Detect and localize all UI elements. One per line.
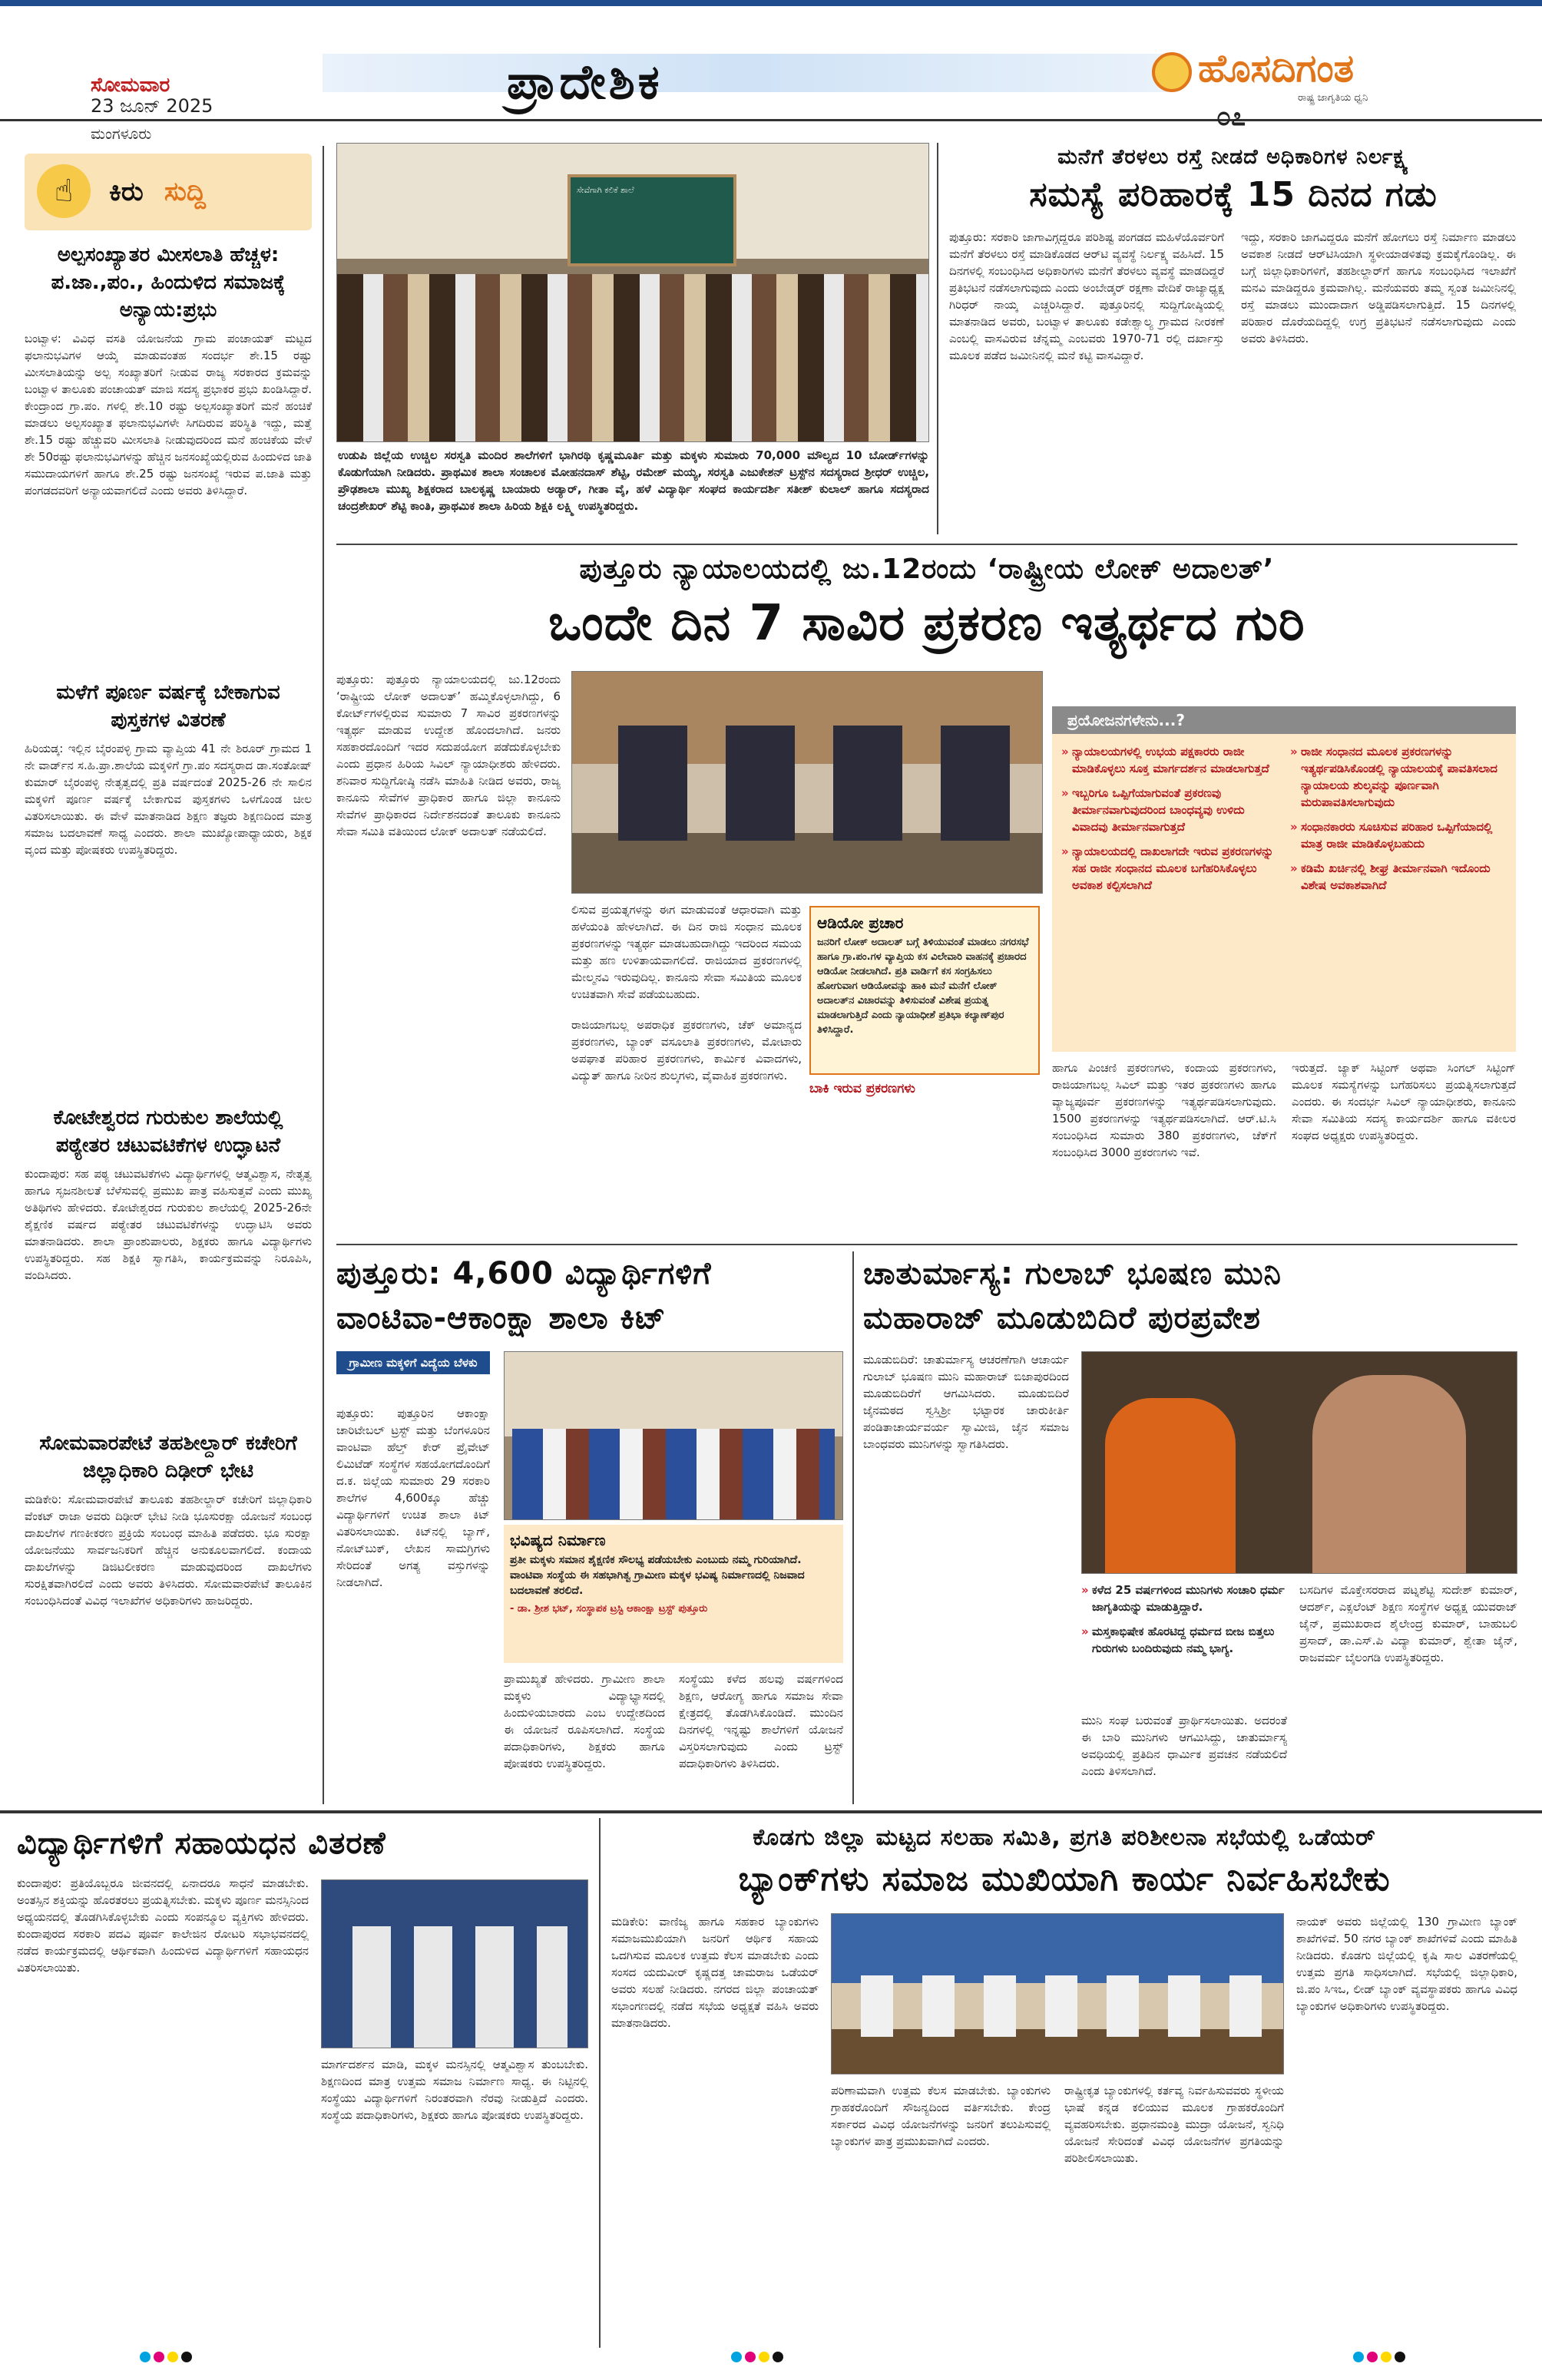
stage-backdrop: [505, 1352, 842, 1436]
section-rule: [336, 1244, 1517, 1245]
benefits-left-list: [1061, 743, 1280, 901]
magenta-dot: [745, 2352, 756, 2362]
cyan-dot: [731, 2352, 742, 2362]
blackboard-writing: ಸೇವೆಗಾಗಿ ಕಲಿಕೆ ಶಾಲೆ: [577, 185, 634, 195]
students-crowd: [337, 274, 929, 442]
press-table: [572, 833, 1043, 894]
registration-marks-right: [1352, 2351, 1407, 2365]
chaturmasya-col-2: ಮುನಿ ಸಂಘ ಬರುವಂತೆ ಪ್ರಾರ್ಥಿಸಲಾಯಿತು. ಅದರಂತೆ ಈ ಬಾರಿ ಮುನಿಗಳು ಆಗಮಿಸಿದ್ದು, ಚಾತುರ್ಮಾಸ್ಯ ಅವಧಿಯಲ್ಲಿ ಪ್ರತಿದಿನ ಧಾರ್ಮಿಕ ಪ್ರವಚನ ನಡೆಯಲಿದೆ ಎಂದು ತಿಳಿಸಲಾಗಿದೆ.: [1081, 1714, 1287, 1778]
benefit-item: » ನ್ಯಾಯಾಲಯದಲ್ಲಿ ದಾಖಲಾಗದೇ ಇರುವ ಪ್ರಕರಣಗಳನ್ನು ಸಹ ರಾಜೀ ಸಂಧಾನದ ಮೂಲಕ ಬಗೆಹರಿಸಿಕೊಳ್ಳಲು ಅವಕಾಶ ಕಲ್ಪಿಸಲಾಗಿದೆ: [1061, 843, 1280, 894]
section-title: ಪ್ರಾದೇಶಿಕ: [507, 54, 663, 110]
paper-logo: [1152, 46, 1459, 132]
muni-seated: [1312, 1375, 1466, 1574]
kodagu-story: [611, 1821, 1517, 2343]
chaturmasya-col-3: ಬಸದಿಗಳ ಮೊಕ್ತೇಸರರಾದ ಪಟ್ನಶೆಟ್ಟಿ ಸುದೇಶ್ ಕುಮಾರ್, ಆದರ್ಶ್, ಎಕ್ಸಲೆಂಟ್ ಶಿಕ್ಷಣ ಸಂಸ್ಥೆಗಳ ಅಧ್ಯಕ್ಷ ಯುವರಾಜ್ ಜೈನ್, ಪ್ರಮುಖರಾದ ಶೈಲೇಂದ್ರ ಕುಮಾರ್, ಬಾಹುಬಲಿ ಪ್ರಸಾದ್, ಡಾ.ಎಸ್.ಪಿ ವಿದ್ಯಾ ಕುಮಾರ್, ಶ್ವೇತಾ ಜೈನ್, ರಾಜವರ್ಮ ಬೈಲಂಗಡಿ ಉಪಸ್ಥಿತರಿದ್ದರು.: [1299, 1583, 1517, 1664]
lok-adalat-col-5: ಇರುತ್ತದೆ. ಜ್ಯಾಕ್ ಸಿಟ್ಟಿಂಗ್ ಅಥವಾ ಸಿಂಗಲ್ ಸಿಟ್ಟಿಂಗ್ ಮೂಲಕ ಸಮಸ್ಯೆಗಳನ್ನು ಬಗೆಹರಿಸಲು ಪ್ರಯತ್ನಿಸಲಾಗುತ್ತದೆ ಎಂದರು. ಈ ಸಂದರ್ಭ ಸಿವಿಲ್ ನ್ಯಾಯಾಧೀಶರು, ಕಾನೂನು ಸೇವಾ ಸಮಿತಿಯ ಸದಸ್ಯ ಕಾರ್ಯದರ್ಶಿ ಹಾಗೂ ವಕೀಲರ ಸಂಘದ ಅಧ್ಯಕ್ಷರು ಉಪಸ್ಥಿತರಿದ್ದರು.: [1292, 1061, 1516, 1142]
benefits-title: ಪ್ರಯೋಜನಗಳೇನು...?: [1052, 706, 1516, 734]
page-number: ೦೭: [1216, 101, 1246, 132]
scholarship-body: ಕುಂದಾಪುರ: ಪ್ರತಿಯೊಬ್ಬರೂ ಜೀವನದಲ್ಲಿ ಏನಾದರೂ ಸಾಧನೆ ಮಾಡಬೇಕು. ಅಂತಸ್ಸಿನ ಶಕ್ತಿಯನ್ನು ಹೊರತರಲು ಪ್ರಯತ್ನಿಸಬೇಕು. ಮಕ್ಕಳು ಪೂರ್ಣ ಮನಸ್ಸಿನಿಂದ ಅಧ್ಯಯನದಲ್ಲಿ ತೊಡಗಿಸಿಕೊಳ್ಳಬೇಕು ಎಂದು ಸಂಪನ್ಮೂಲ ವ್ಯಕ್ತಿಗಳು ಹೇಳಿದರು. ಕುಂದಾಪುರದ ಸರಕಾರಿ ಪದವಿ ಪೂರ್ವ ಕಾಲೇಜಿನ ರೋಟರಿ ಸಭಾಭವನದಲ್ಲಿ ನಡೆದ ಕಾರ್ಯಕ್ರಮದಲ್ಲಿ ಆರ್ಥಿಕವಾಗಿ ಹಿಂದುಳಿದ ವಿದ್ಯಾರ್ಥಿಗಳಿಗೆ ಸಹಾಯಧನ ವಿತರಿಸಲಾಯಿತು.: [17, 1876, 309, 1975]
bottom-rule: [599, 1818, 601, 2348]
monk-orange-robe: [1105, 1398, 1236, 1574]
kirusuddi-body: ಮಡಿಕೇರಿ: ಸೋಮವಾರಪೇಟೆ ತಾಲೂಕು ತಹಶೀಲ್ದಾರ್ ಕಚೇರಿಗೆ ಜಿಲ್ಲಾಧಿಕಾರಿ ವೆಂಕಟ್ ರಾಜಾ ಅವರು ದಿಢೀರ್ ಭೇಟಿ ನೀಡಿ ಭೂಸುರಕ್ಷಾ ಯೋಜನೆ ಸಂಬಂಧ ದಾಖಲೆಗಳ ಗಣಕೀಕರಣ ಪ್ರಕ್ರಿಯೆ ಸಂಬಂಧ ಮಾಹಿತಿ ಪಡೆದರು. ಭೂ ಸುರಕ್ಷಾ ಯೋಜನೆಯು ಸಾರ್ವಜನಿಕರಿಗೆ ಹೆಚ್ಚಿನ ಅನುಕೂಲವಾಗಲಿದೆ. ಕಂದಾಯ ದಾಖಲೆಗಳನ್ನು ಡಿಜಿಟಲೀಕರಣ ಮಾಡುವುದರಿಂದ ದಾಖಲೆಗಳು ಸುರಕ್ಷಿತವಾಗಿರಲಿದೆ ಎಂದು ಅವರು ತಿಳಿಸಿದರು. ಸೋಮವಾರಪೇಟೆ ತಾಲೂಕಿನ ಸಂಬಂಧಿಸಿದಂತೆ ವಿವಿಧ ಇಲಾಖೆಗಳ ಅಧಿಕಾರಿಗಳು ಹಾಜರಿದ್ದರು.: [25, 1492, 312, 1608]
road-story-col-2: ಇದ್ದು, ಸರಕಾರಿ ಜಾಗವಿದ್ದರೂ ಮನೆಗೆ ಹೋಗಲು ರಸ್ತೆ ನಿರ್ಮಾಣ ಮಾಡಲು ಅವಕಾಶ ನೀಡದೆ ಆರ್‌ಟಿಸಿಯಾಗಿ ಸ್ಥಳೀಯಾಡಳಿತವು ಕ್ರಮಕೈಗೊಂಡಿಲ್ಲ. ಈ ಬಗ್ಗೆ ಜಿಲ್ಲಾಧಿಕಾರಿಗಳಿಗೆ, ತಹಶೀಲ್ದಾರ್‌ಗೆ ಹಾಗೂ ಸಂಬಂಧಿಸಿದ ಇಲಾಖೆಗೆ ಮನವಿ ಮಾಡಿದ್ದರೂ ಕ್ರಮವಾಗಿಲ್ಲ. ಮನೆಯವರು ತಮ್ಮ ಸ್ವಂತ ಜಮೀನಿನಲ್ಲಿ ರಸ್ತೆ ಮಾಡಲು ಮುಂದಾದಾಗ ಅಡ್ಡಿಪಡಿಸಲಾಗುತ್ತಿದೆ. 15 ದಿನಗಳಲ್ಲಿ ಪರಿಹಾರ ದೊರೆಯದಿದ್ದಲ್ಲಿ ಉಗ್ರ ಪ್ರತಿಭಟನೆ ನಡೆಸಲಾಗುವುದು ಎಂದು ಅವರು ತಿಳಿಸಿದರು.: [1241, 230, 1516, 345]
scholarship-headline: ವಿದ್ಯಾರ್ಥಿಗಳಿಗೆ ಸಹಾಯಧನ ವಿತರಣೆ: [17, 1826, 386, 1861]
masthead: [0, 0, 1542, 146]
kodagu-meeting-photo: [831, 1913, 1284, 2074]
kirusuddi-item: [25, 1104, 312, 1419]
logo-emblem-icon: [1152, 52, 1192, 92]
yellow-dot: [759, 2352, 769, 2362]
quote-author: - ಡಾ. ಶ್ರೀಶ ಭಟ್, ಸಂಸ್ಥಾಪಕ ಟ್ರಸ್ಟಿ ಆಕಾಂಕ್ಷಾ ಟ್ರಸ್ಟ್ ಪುತ್ತೂರು: [510, 1603, 708, 1615]
lok-adalat-col-1: ಪುತ್ತೂರು: ಪುತ್ತೂರು ನ್ಯಾಯಾಲಯದಲ್ಲಿ ಜು.12ರಂದು ‘ರಾಷ್ಟ್ರೀಯ ಲೋಕ್ ಅದಾಲತ್’ ಹಮ್ಮಿಕೊಳ್ಳಲಾಗಿದ್ದು, 6 ಕೋರ್ಟ್‌ಗಳಲ್ಲಿರುವ ಸುಮಾರು 7 ಸಾವಿರ ಪ್ರಕರಣಗಳನ್ನು ಇತ್ಯರ್ಥ ಮಾಡುವ ಉದ್ದೇಶ ಹೊಂದಲಾಗಿದೆ. ಜನರು ಸಹಕಾರದೊಂದಿಗೆ ಇದರ ಸದುಪಯೋಗ ಪಡೆದುಕೊಳ್ಳಬೇಕು ಎಂದು ಪ್ರಧಾನ ಹಿರಿಯ ಸಿವಿಲ್ ನ್ಯಾಯಾಧೀಶರು ಹೇಳಿದರು. ಶನಿವಾರ ಸುದ್ದಿಗೋಷ್ಠಿ ನಡೆಸಿ ಮಾಹಿತಿ ನೀಡಿದ ಅವರು, ರಾಜ್ಯ ಕಾನೂನು ಸೇವೆಗಳ ಪ್ರಾಧಿಕಾರ ಹಾಗೂ ಜಿಲ್ಲಾ ಕಾನೂನು ಸೇವೆಗಳ ಪ್ರಾಧಿಕಾರದ ನಿರ್ದೇಶನದಂತೆ ತಾಲೂಕು ಕಾನೂನು ಸೇವಾ ಸಮಿತಿ ವತಿಯಿಂದ ಲೋಕ್ ಅದಾಲತ್ ನಡೆಯಲಿದೆ.: [336, 673, 561, 838]
section-rule: [336, 544, 1517, 545]
school-kit-col-2: ಪ್ರಾಮುಖ್ಯತೆ ಹೇಳಿದರು. ಗ್ರಾಮೀಣ ಶಾಲಾ ಮಕ್ಕಳು ವಿದ್ಯಾಭ್ಯಾಸದಲ್ಲಿ ಹಿಂದುಳಿಯಬಾರದು ಎಂಬ ಉದ್ದೇಶದಿಂದ ಈ ಯೋಜನೆ ರೂಪಿಸಲಾಗಿದೆ. ಸಂಸ್ಥೆಯ ಪದಾಧಿಕಾರಿಗಳು, ಶಿಕ್ಷಕರು ಹಾಗೂ ಪೋಷಕರು ಉಪಸ್ಥಿತರಿದ್ದರು.: [504, 1672, 665, 1770]
kirusuddi-headline: ಸೋಮವಾರಪೇಟೆ ತಹಶೀಲ್ದಾರ್ ಕಚೇರಿಗೆ ಜಿಲ್ಲಾಧಿಕಾರಿ ದಿಢೀರ್ ಭೇಟಿ: [39, 1432, 297, 1483]
chaturmasya-headline-2: ಮಹಾರಾಜ್ ಮೂಡುಬಿದಿರೆ ಪುರಪ್ರವೇಶ: [863, 1301, 1261, 1336]
benefits-right-list: [1290, 743, 1509, 901]
kirusuddi-body: ಕುಂದಾಪುರ: ಸಹ ಪಠ್ಯ ಚಟುವಟಿಕೆಗಳು ವಿದ್ಯಾರ್ಥಿಗಳಲ್ಲಿ ಆತ್ಮವಿಶ್ವಾಸ, ನೇತೃತ್ವ ಹಾಗೂ ಸೃಜನಶೀಲತೆ ಬೆಳೆಸುವಲ್ಲಿ ಪ್ರಮುಖ ಪಾತ್ರ ವಹಿಸುತ್ತವೆ ಎಂದು ಮುಖ್ಯ ಅತಿಥಿಗಳು ಹೇಳಿದರು. ಕೋಟೇಶ್ವರದ ಗುರುಕುಲ ಶಾಲೆಯಲ್ಲಿ 2025-26ನೇ ಶೈಕ್ಷಣಿಕ ವರ್ಷದ ಪಠ್ಯೇತರ ಚಟುವಟಿಕೆಗಳನ್ನು ಉದ್ಘಾಟಿಸಿ ಅವರು ಮಾತನಾಡಿದರು. ಶಾಲಾ ಪ್ರಾಂಶುಪಾಲರು, ಶಿಕ್ಷಕರು ಹಾಗೂ ವಿದ್ಯಾರ್ಥಿಗಳು ಉಪಸ್ಥಿತರಿದ್ದರು. ಸಹ ಶಿಕ್ಷಕಿ ಸ್ವಾಗತಿಸಿ, ಕಾರ್ಯಕ್ರಮವನ್ನು ನಿರೂಪಿಸಿ, ವಂದಿಸಿದರು.: [25, 1167, 312, 1282]
left-column-rule: [323, 146, 324, 1804]
school-kit-headline-2: ವಾಂಟಿವಾ-ಆಕಾಂಕ್ಷಾ ಶಾಲಾ ಕಿಟ್: [336, 1301, 667, 1336]
kirusuddi-headline: ಅಲ್ಪಸಂಖ್ಯಾತರ ಮೀಸಲಾತಿ ಹೆಚ್ಚಳ: ಪ.ಜಾ.,ಪಂ., ಹಿಂದುಳಿದ ಸಮಾಜಕ್ಕೆ ಅನ್ಯಾಯ:ಪ್ರಭು: [51, 243, 286, 322]
kodagu-kicker: ಕೊಡಗು ಜಿಲ್ಲಾ ಮಟ್ಟದ ಸಲಹಾ ಸಮಿತಿ, ಪ್ರಗತಿ ಪರಿಶೀಲನಾ ಸಭೆಯಲ್ಲಿ ಒಡೆಯರ್: [753, 1824, 1376, 1851]
school-boards-photo: [336, 143, 929, 442]
lok-adalat-col-2: ಲಿಸುವ ಪ್ರಯತ್ನಗಳನ್ನು ಈಗ ಮಾಡುವಂತೆ ಆಧಾರವಾಗಿ ಮತ್ತು ಹಳೆಯಂತಿ ಹೇಳಲಾಗಿದೆ. ಈ ದಿನ ರಾಜಿ ಸಂಧಾನ ಮೂಲಕ ಪ್ರಕರಣಗಳನ್ನು ಇತ್ಯರ್ಥ ಮಾಡಬಹುದಾಗಿದ್ದು ಇದರಿಂದ ಸಮಯ ಮತ್ತು ಹಣ ಉಳಿತಾಯವಾಗಲಿದೆ. ರಾಜಿಯಾದ ಪ್ರಕರಣಗಳಲ್ಲಿ ಮೇಲ್ಮನವಿ ಇರುವುದಿಲ್ಲ. ಕಾನೂನು ಸೇವಾ ಸಮಿತಿಯ ಮೂಲಕ ಉಚಿತವಾಗಿ ಸೇವೆ ಪಡೆಯಬಹುದು.: [571, 903, 802, 1001]
students-with-kits: [512, 1429, 835, 1520]
road-story-col-1: ಪುತ್ತೂರು: ಸರಕಾರಿ ಜಾಗಾವಿಗ್ಗದ್ದರೂ ಪರಿಶಿಷ್ಟ ಪಂಗಡದ ಮಹಿಳೆಯೊರ್ವರಿಗೆ ಮನೆಗೆ ತೆರಳಲು ರಸ್ತೆ ಮಾಡಿಕೊಡದ ಆರ್‌ಟಿ ವ್ಯವಸ್ಥೆ ನಿರ್ಲಕ್ಷ್ಯ ವಹಿಸಿದೆ. 15 ದಿನಗಳಲ್ಲಿ ಸಂಬಂಧಿಸಿದ ಅಧಿಕಾರಿಗಳು ಮನೆಗೆ ತೆರಳಲು ವ್ಯವಸ್ಥೆ ಮಾಡದಿದ್ದರೆ ಪ್ರತಿಭಟನೆ ನಡೆಸಲಾಗುವುದು ಎಂದು ಅಂಬೇಡ್ಕರ್ ರಕ್ಷಣಾ ವೇದಿಕೆ ರಾಜ್ಯಾಧ್ಯಕ್ಷ ಗಿರಿಧರ್ ನಾಯ್ಕ ಎಚ್ಚರಿಸಿದ್ದಾರೆ. ಪುತ್ತೂರಿನಲ್ಲಿ ಸುದ್ದಿಗೋಷ್ಠಿಯಲ್ಲಿ ಮಾತನಾಡಿದ ಅವರು, ಬಂಟ್ವಾಳ ತಾಲೂಕು ಕಡೇಶ್ವಾಲ್ಯ ಗ್ರಾಮದ ನೀರಕಣೆ ಎಂಬಲ್ಲಿ ವಾಸವಿರುವ ಚೆನ್ನಮ್ಮ ಎಂಬವರು 1970-71 ರಲ್ಲಿ ದರ್ಖಾಸ್ತು ಮೂಲಕ ಪಡೆದ ಜಮೀನಿನಲ್ಲಿ ಮನೆ ಕಟ್ಟಿ ವಾಸವಿದ್ದಾರೆ.: [949, 230, 1224, 362]
masthead-top-band: [0, 0, 1542, 6]
yellow-dot: [1381, 2352, 1391, 2362]
muni-photo: [1081, 1351, 1517, 1574]
lok-adalat-press-photo: [571, 671, 1043, 894]
cyan-dot: [1353, 2352, 1364, 2362]
benefit-item: » ನ್ಯಾಯಾಲಯಗಳಲ್ಲಿ ಉಭಯ ಪಕ್ಷಕಾರರು ರಾಜೀ ಮಾಡಿಕೊಳ್ಳಲು ಸೂಕ್ತ ಮಾರ್ಗದರ್ಶನ ಮಾಡಲಾಗುತ್ತದೆ: [1061, 743, 1280, 777]
audio-box-title: ಆಡಿಯೋ ಪ್ರಚಾರ: [817, 914, 904, 932]
quote-body: ಪ್ರತೀ ಮಕ್ಕಳು ಸಮಾನ ಶೈಕ್ಷಣಿಕ ಸೌಲಭ್ಯ ಪಡೆಯಬೇಕು ಎಂಬುದು ನಮ್ಮ ಗುರಿಯಾಗಿದೆ. ವಾಂಟಿವಾ ಸಂಸ್ಥೆಯ ಈ ಸಹಭಾಗಿತ್ವ ಗ್ರಾಮೀಣ ಮಕ್ಕಳ ಭವಿಷ್ಯ ನಿರ್ಮಾಣದಲ್ಲಿ ನಿಜವಾದ ಬದಲಾವಣೆ ತರಲಿದೆ.: [510, 1554, 805, 1597]
masthead-date: 23 ಜೂನ್ 2025: [91, 95, 213, 117]
award-people: [345, 1926, 567, 2048]
scholarship-photo: [321, 1879, 588, 2048]
meeting-backdrop: [832, 1914, 1283, 1983]
meeting-officials: [847, 1975, 1269, 2037]
kit-chaturmasya-rule: [852, 1251, 854, 1804]
road-story-kicker: ಮನೆಗೆ ತೆರಳಲು ರಸ್ತೆ ನೀಡದೆ ಅಧಿಕಾರಿಗಳ ನಿರ್ಲಕ್ಷ್ಯ: [1057, 145, 1409, 169]
kirusuddi-body: ಬಂಟ್ವಾಳ: ವಿವಿಧ ವಸತಿ ಯೋಜನೆಯ ಗ್ರಾಮ ಪಂಚಾಯತ್ ಮಟ್ಟದ ಫಲಾನುಭವಿಗಳ ಆಯ್ಕೆ ಮಾಡುವಂತಹ ಸಂದರ್ಭ ಶೇ.15 ರಷ್ಟು ಮೀಸಲಾತಿಯನ್ನು ಅಲ್ಪ ಸಂಖ್ಯಾತರಿಗೆ ನೀಡುವ ರಾಜ್ಯ ಸರಕಾರದ ಕ್ರಮವನ್ನು ಬಂಟ್ವಾಳ ತಾಲೂಕು ಪಂಚಾಯತ್ ಮಾಜಿ ಸದಸ್ಯ ಪ್ರಭಾಕರ ಪ್ರಭು ಖಂಡಿಸಿದ್ದಾರೆ. ಕೇಂದ್ರಾಂದ ಗ್ರಾ.ಪಂ. ಗಳಲ್ಲಿ ಶೇ.10 ರಷ್ಟು ಅಲ್ಪಸಂಖ್ಯಾತರಿಗೆ ಮನೆ ಹಂಚಿಕೆ ಮಾಡಲು ಅಲ್ಪಸಂಖ್ಯಾತ ಫಲಾನುಭವಿಗಳೇ ಸಿಗದಿರುವ ಪರಿಸ್ಥಿತಿ ಇದ್ದು, ಮತ್ತೆ ಶೇ.15 ರಷ್ಟು ಹೆಚ್ಚುವರಿ ಮೀಸಲಾತಿ ನೀಡುವುದರಿಂದ ಮನೆ ಹಂಚಿಕೆಯ ವೇಳೆ ಶೇ 50ರಷ್ಟು ಫಲಾನುಭವಿಗಳನ್ನು ಹೆಚ್ಚಿನ ಜನಸಂಖ್ಯೆಯಲ್ಲಿರುವ ಹಿಂದುಳಿದ ಜಾತಿ ಸಮುದಾಯಗಳಿಗೆ ಹಾಗೂ ಶೇ.25 ರಷ್ಟು ಜನಸಂಖ್ಯೆ ಇರುವ ಪ.ಜಾತಿ ಮತ್ತು ಪಂಗಡದವರಿಗೆ ಅನ್ಯಾಯವಾಗಲಿದೆ ಎಂದು ಅವರು ತಿಳಿಸಿದ್ದಾರೆ.: [25, 332, 312, 497]
kirusuddi-column: [25, 154, 312, 1800]
kodagu-col-1: ಮಡಿಕೇರಿ: ವಾಣಿಜ್ಯ ಹಾಗೂ ಸಹಕಾರ ಬ್ಯಾಂಕುಗಳು ಸಮಾಜಮುಖಿಯಾಗಿ ಜನರಿಗೆ ಆರ್ಥಿಕ ಸಹಾಯ ಒದಗಿಸುವ ಮೂಲಕ ಉತ್ತಮ ಕೆಲಸ ಮಾಡಬೇಕು ಎಂದು ಸಂಸದ ಯದುವೀರ್ ಕೃಷ್ಣದತ್ತ ಚಾಮರಾಜ ಒಡೆಯರ್ ಅವರು ಸಲಹೆ ನೀಡಿದರು. ನಗರದ ಜಿಲ್ಲಾ ಪಂಚಾಯತ್ ಸಭಾಂಗಣದಲ್ಲಿ ನಡೆದ ಸಭೆಯ ಅಧ್ಯಕ್ಷತೆ ವಹಿಸಿ ಅವರು ಮಾತನಾಡಿದರು.: [611, 1915, 819, 2030]
school-kit-col-3: ಸಂಸ್ಥೆಯು ಕಳೆದ ಹಲವು ವರ್ಷಗಳಿಂದ ಶಿಕ್ಷಣ, ಆರೋಗ್ಯ ಹಾಗೂ ಸಮಾಜ ಸೇವಾ ಕ್ಷೇತ್ರದಲ್ಲಿ ತೊಡಗಿಸಿಕೊಂಡಿದೆ. ಮುಂದಿನ ದಿನಗಳಲ್ಲಿ ಇನ್ನಷ್ಟು ಶಾಲೆಗಳಿಗೆ ಯೋಜನೆ ವಿಸ್ತರಿಸಲಾಗುವುದು ಎಂದು ಟ್ರಸ್ಟ್ ಪದಾಧಿಕಾರಿಗಳು ತಿಳಿಸಿದರು.: [679, 1672, 843, 1770]
yellow-dot: [167, 2352, 178, 2362]
kodagu-col-3: ರಾಷ್ಟ್ರೀಕೃತ ಬ್ಯಾಂಕುಗಳಲ್ಲಿ ಕರ್ತವ್ಯ ನಿರ್ವಹಿಸುವವರು ಸ್ಥಳೀಯ ಭಾಷೆ ಕನ್ನಡ ಕಲಿಯುವ ಮೂಲಕ ಗ್ರಾಹಕರೊಂದಿಗೆ ವ್ಯವಹರಿಸಬೇಕು. ಪ್ರಧಾನಮಂತ್ರಿ ಮುದ್ರಾ ಯೋಜನೆ, ಸ್ವನಿಧಿ ಯೋಜನೆ ಸೇರಿದಂತೆ ವಿವಿಧ ಯೋಜನೆಗಳ ಪ್ರಗತಿಯನ್ನು ಪರಿಶೀಲಿಸಲಾಯಿತು.: [1064, 2084, 1284, 2165]
lok-adalat-headline: ಒಂದೇ ದಿನ 7 ಸಾವಿರ ಪ್ರಕರಣ ಇತ್ಯರ್ಥದ ಗುರಿ: [548, 595, 1305, 652]
black-dot: [181, 2352, 192, 2362]
black-dot: [1395, 2352, 1405, 2362]
school-kit-quote: [504, 1525, 843, 1663]
lok-adalat-col-3: ರಾಜಿಯಾಗಬಲ್ಲ ಅಪರಾಧಿಕ ಪ್ರಕರಣಗಳು, ಚೆಕ್ ಅಮಾನ್ಯದ ಪ್ರಕರಣಗಳು, ಬ್ಯಾಂಕ್ ವಸೂಲಾತಿ ಪ್ರಕರಣಗಳು, ಮೋಟಾರು ಅಪಘಾತ ಪರಿಹಾರ ಪ್ರಕರಣಗಳು, ಕಾರ್ಮಿಕ ವಿವಾದಗಳು, ವಿದ್ಯುತ್ ಹಾಗೂ ನೀರಿನ ಶುಲ್ಕಗಳು, ವೈವಾಹಿಕ ಪ್ರಕರಣಗಳು.: [571, 1018, 802, 1083]
benefits-sidebar: [1052, 706, 1516, 1052]
scholarship-col-2: ಮಾರ್ಗದರ್ಶನ ಮಾಡಿ, ಮಕ್ಕಳ ಮನಸ್ಸಿನಲ್ಲಿ ಆತ್ಮವಿಶ್ವಾಸ ತುಂಬಬೇಕು. ಶಿಕ್ಷಣದಿಂದ ಮಾತ್ರ ಉತ್ತಮ ಸಮಾಜ ನಿರ್ಮಾಣ ಸಾಧ್ಯ. ಈ ನಿಟ್ಟಿನಲ್ಲಿ ಸಂಸ್ಥೆಯು ವಿದ್ಯಾರ್ಥಿಗಳಿಗೆ ನಿರಂತರವಾಗಿ ನೆರವು ನೀಡುತ್ತಿದೆ ಎಂದರು. ಸಂಸ್ಥೆಯ ಪದಾಧಿಕಾರಿಗಳು, ಶಿಕ್ಷಕರು ಹಾಗೂ ಪೋಷಕರು ಉಪಸ್ಥಿತರಿದ್ದರು.: [321, 2058, 588, 2122]
top-middle-rule: [937, 143, 938, 534]
benefit-item: » ಕಡಿಮೆ ಖರ್ಚಿನಲ್ಲಿ ಶೀಘ್ರ ತೀರ್ಮಾನವಾಗಿ ಇದೊಂದು ವಿಶೇಷ ಅವಕಾಶವಾಗಿದೆ: [1290, 860, 1509, 894]
kirusuddi-label-a: ಕಿರು: [109, 177, 144, 207]
panel-members: [603, 726, 1018, 841]
lok-adalat-col-4: ಹಾಗೂ ಪಿಂಚಣಿ ಪ್ರಕರಣಗಳು, ಕಂದಾಯ ಪ್ರಕರಣಗಳು, ರಾಜಿಯಾಗಬಲ್ಲ ಸಿವಿಲ್ ಮತ್ತು ಇತರ ಪ್ರಕರಣಗಳು ಹಾಗೂ ವ್ಯಾಜ್ಯಪೂರ್ವ ಪ್ರಕರಣಗಳನ್ನು ಇತ್ಯರ್ಥಪಡಿಸಲಾಗುವುದು. 1500 ಪ್ರಕರಣಗಳನ್ನು ಇತ್ಯರ್ಥಪಡಿಸಲಾಗಿದೆ. ಆರ್.ಟಿ.ಸಿ ಸಂಬಂಧಿಸಿದ ಸುಮಾರು 380 ಪ್ರಕರಣಗಳು, ಚೆಕ್‌ಗೆ ಸಂಬಂಧಿಸಿದ 3000 ಪ್ರಕರಣಗಳು ಇವೆ.: [1052, 1061, 1276, 1159]
registration-marks-left: [138, 2351, 194, 2365]
pending-cases-subhead: ಬಾಕಿ ಇರುವ ಪ್ರಕರಣಗಳು: [809, 1081, 915, 1096]
paper-tagline: ರಾಷ್ಟ್ರ ಜಾಗೃತಿಯ ಧ್ವನಿ: [1298, 92, 1368, 104]
masthead-day: ಸೋಮವಾರ: [91, 74, 170, 97]
scholarship-story: [17, 1821, 588, 2343]
kirusuddi-body: ಹಿರಿಯಡ್ಕ: ಇಲ್ಲಿನ ಬೈರಂಪಳ್ಳಿ ಗ್ರಾಮ ವ್ಯಾಪ್ತಿಯ 41 ನೇ ಶಿರೂರ್ ಗ್ರಾಮದ 1 ನೇ ವಾರ್ಡ್‌ನ ಸ.ಹಿ.ಪ್ರಾ.ಶಾಲೆಯ ಮಕ್ಕಳಿಗೆ ಗ್ರಾ.ಪಂ ಸದಸ್ಯರಾದ ಡಾ.ಸಂತೋಷ್ ಕುಮಾರ್ ಬೈರಂಪಳ್ಳಿ ನೇತೃತ್ವದಲ್ಲಿ ಪ್ರತಿ ವರ್ಷದಂತೆ 2025-26 ನೇ ಸಾಲಿನ ಮಕ್ಕಳಿಗೆ ಪೂರ್ಣ ವರ್ಷಕ್ಕೆ ಬೇಕಾಗುವ ಪುಸ್ತಕಗಳು ಒಳಗೊಂಡ ಚೀಲ ವಿತರಿಸಲಾಯಿತು. ಈ ವೇಳೆ ಮಾತನಾಡಿದ ಶಿಕ್ಷಣ ತಜ್ಞರು ಶಿಕ್ಷಣದಿಂದ ಮಾತ್ರ ಸಮಾಜ ಬದಲಾವಣೆ ಸಾಧ್ಯ ಎಂದರು. ಶಾಲಾ ಮುಖ್ಯೋಪಾಧ್ಯಾಯರು, ಶಿಕ್ಷಕ ವೃಂದ ಮತ್ತು ಪೋಷಕರು ಉಪಸ್ಥಿತರಿದ್ದರು.: [25, 742, 312, 857]
chaturmasya-body: ಮೂಡುಬಿದಿರೆ: ಚಾತುರ್ಮಾಸ್ಯ ಆಚರಣೆಗಾಗಿ ಆಚಾರ್ಯ ಗುಲಾಬ್ ಭೂಷಣ ಮುನಿ ಮಹಾರಾಜ್ ಬಿಜಾಪುರದಿಂದ ಮೂಡುಬಿದಿರೆಗೆ ಆಗಮಿಸಿದರು. ಮೂಡುಬಿದಿರೆ ಜೈನಮಠದ ಸ್ವಸ್ತಿಶ್ರೀ ಭಟ್ಟಾರಕ ಚಾರುಕೀರ್ತಿ ಪಂಡಿತಾಚಾರ್ಯವರ್ಯ ಸ್ವಾಮೀಜಿ, ಜೈನ ಸಮಾಜ ಬಾಂಧವರು ಮುನಿಗಳನ್ನು ಸ್ವಾಗತಿಸಿದರು.: [863, 1353, 1069, 1451]
kirusuddi-header: [25, 154, 312, 230]
lok-adalat-story: [336, 548, 1517, 1239]
highlight-item: » ಕಳೆದ 25 ವರ್ಷಗಳಿಂದ ಮುನಿಗಳು ಸಂಚಾರಿ ಧರ್ಮ ಜಾಗೃತಿಯನ್ನು ಮಾಡುತ್ತಿದ್ದಾರೆ.: [1081, 1582, 1287, 1615]
kodagu-col-2: ಪರಿಣಾಮವಾಗಿ ಉತ್ತಮ ಕೆಲಸ ಮಾಡಬೇಕು. ಬ್ಯಾಂಕುಗಳು ಗ್ರಾಹಕರೊಂದಿಗೆ ಸೌಜನ್ಯದಿಂದ ವರ್ತಿಸಬೇಕು. ಕೇಂದ್ರ ಸರ್ಕಾರದ ವಿವಿಧ ಯೋಜನೆಗಳನ್ನು ಜನರಿಗೆ ತಲುಪಿಸುವಲ್ಲಿ ಬ್ಯಾಂಕುಗಳ ಪಾತ್ರ ಪ್ರಮುಖವಾಗಿದೆ ಎಂದರು.: [831, 2084, 1051, 2148]
blackboard: [567, 174, 736, 266]
chaturmasya-story: [863, 1251, 1517, 1804]
paper-name: ಹೊಸದಿಗಂತ: [1198, 46, 1355, 91]
black-dot: [773, 2352, 783, 2362]
road-story: [949, 143, 1517, 534]
school-kit-body: ಪುತ್ತೂರು: ಪುತ್ತೂರಿನ ಆಕಾಂಕ್ಷಾ ಚಾರಿಟೇಬಲ್ ಟ್ರಸ್ಟ್ ಮತ್ತು ಬೆಂಗಳೂರಿನ ವಾಂಟಿವಾ ಹೆಲ್ತ್ ಕೇರ್ ಪ್ರೈವೇಟ್ ಲಿಮಿಟೆಡ್ ಸಂಸ್ಥೆಗಳ ಸಹಯೋಗದೊಂದಿಗೆ ದ.ಕ. ಜಿಲ್ಲೆಯ ಸುಮಾರು 29 ಸರಕಾರಿ ಶಾಲೆಗಳ 4,600ಕ್ಕೂ ಹೆಚ್ಚು ವಿದ್ಯಾರ್ಥಿಗಳಿಗೆ ಉಚಿತ ಶಾಲಾ ಕಿಟ್ ವಿತರಿಸಲಾಯಿತು. ಕಿಟ್‌ನಲ್ಲಿ ಬ್ಯಾಗ್, ನೋಟ್‌ಬುಕ್, ಲೇಖನ ಸಾಮಗ್ರಿಗಳು ಸೇರಿದಂತೆ ಅಗತ್ಯ ವಸ್ತುಗಳನ್ನು ನೀಡಲಾಗಿದೆ.: [336, 1407, 490, 1589]
audio-campaign-box: [809, 906, 1040, 1075]
school-kit-story: [336, 1251, 843, 1804]
kirusuddi-item: [25, 679, 312, 1093]
benefit-item: » ಇಬ್ಬರಿಗೂ ಒಪ್ಪಿಗೆಯಾಗುವಂತೆ ಪ್ರಕರಣವು ತೀರ್ಮಾನವಾಗುವುದರಿಂದ ಬಾಂಧವ್ಯವು ಉಳಿದು ವಿವಾದವು ತೀರ್ಮಾನವಾಗುತ್ತದೆ: [1061, 785, 1280, 835]
kodagu-col-4: ನಾಯಕ್ ಅವರು ಜಿಲ್ಲೆಯಲ್ಲಿ 130 ಗ್ರಾಮೀಣ ಬ್ಯಾಂಕ್ ಶಾಖೆಗಳಿವೆ. 50 ನಗರ ಬ್ಯಾಂಕ್ ಶಾಖೆಗಳಿವೆ ಎಂದು ಮಾಹಿತಿ ನೀಡಿದರು. ಕೊಡಗು ಜಿಲ್ಲೆಯಲ್ಲಿ ಕೃಷಿ ಸಾಲ ವಿತರಣೆಯಲ್ಲಿ ಉತ್ತಮ ಪ್ರಗತಿ ಸಾಧಿಸಲಾಗಿದೆ. ಸಭೆಯಲ್ಲಿ ಜಿಲ್ಲಾಧಿಕಾರಿ, ಜಿ.ಪಂ ಸಿಇಒ, ಲೀಡ್ ಬ್ಯಾಂಕ್ ವ್ಯವಸ್ಥಾಪಕರು ಹಾಗೂ ವಿವಿಧ ಬ್ಯಾಂಕುಗಳ ಅಧಿಕಾರಿಗಳು ಉಪಸ್ಥಿತರಿದ್ದರು.: [1296, 1915, 1517, 2013]
school-kit-photo: [504, 1351, 843, 1520]
registration-marks-center: [730, 2351, 785, 2365]
chaturmasya-headline-1: ಚಾತುರ್ಮಾಸ್ಯ: ಗುಲಾಬ್ ಭೂಷಣ ಮುನಿ: [863, 1256, 1282, 1291]
kirusuddi-item: [25, 1430, 312, 1798]
section-rule: [0, 1810, 1542, 1813]
audio-box-body: ಜನರಿಗೆ ಲೋಕ್ ಅದಾಲತ್ ಬಗ್ಗೆ ತಿಳಿಯುವಂತೆ ಮಾಡಲು ನಗರಸಭೆ ಹಾಗೂ ಗ್ರಾ.ಪಂ.ಗಳ ವ್ಯಾಪ್ತಿಯ ಕಸ ವಿಲೇವಾರಿ ವಾಹನಕ್ಕೆ ಪ್ರಚಾರದ ಆಡಿಯೋ ನೀಡಲಾಗಿದೆ. ಪ್ರತಿ ವಾರ್ಡಿಗೆ ಕಸ ಸಂಗ್ರಹಿಸಲು ಹೋಗುವಾಗ ಆಡಿಯೋವನ್ನು ಹಾಕಿ ಮನೆ ಮನೆಗೆ ಲೋಕ್ ಅದಾಲತ್‌ನ ವಿಚಾರವನ್ನು ತಿಳಿಸುವಂತೆ ವಿಶೇಷ ಪ್ರಯತ್ನ ಮಾಡಲಾಗುತ್ತಿದೆ ಎಂದು ನ್ಯಾಯಾಧೀಶೆ ಪ್ರತಿಭಾ ಕಲ್ಯಾಣ್‌ಪುರ ತಿಳಿಸಿದ್ದಾರೆ.: [817, 937, 1029, 1036]
lok-adalat-kicker: ಪುತ್ತೂರು ನ್ಯಾಯಾಲಯದಲ್ಲಿ ಜು.12ರಂದು ‘ರಾಷ್ಟ್ರೀಯ ಲೋಕ್ ಅದಾಲತ್’: [579, 554, 1275, 585]
kirusuddi-item: [25, 241, 312, 668]
kirusuddi-headline: ಮಳೆಗೆ ಪೂರ್ಣ ವರ್ಷಕ್ಕೆ ಬೇಕಾಗುವ ಪುಸ್ತಕಗಳ ವಿತರಣೆ: [56, 681, 280, 732]
road-story-headline: ಸಮಸ್ಯೆ ಪರಿಹಾರಕ್ಕೆ 15 ದಿನದ ಗಡು: [1029, 175, 1438, 214]
hand-point-icon: ☝: [37, 164, 91, 218]
school-kit-tag: ಗ್ರಾಮೀಣ ಮಕ್ಕಳಿಗೆ ವಿದ್ಯೆಯ ಬೆಳಕು: [336, 1351, 490, 1374]
kodagu-headline: ಬ್ಯಾಂಕ್‌ಗಳು ಸಮಾಜ ಮುಖಿಯಾಗಿ ಕಾರ್ಯ ನಿರ್ವಹಿಸಬೇಕು: [738, 1859, 1391, 1899]
highlight-item: » ಮಸ್ತಕಾಭಿಷೇಕ ಹೊರಟಿದ್ದ ಧರ್ಮದ ಬೀಜ ಬಿತ್ತಲು ಗುರುಗಳು ಬಂದಿರುವುದು ನಮ್ಮ ಭಾಗ್ಯ.: [1081, 1623, 1287, 1657]
kirusuddi-label-b: ಸುದ್ದಿ: [164, 177, 206, 207]
school-boards-caption: ಉಡುಪಿ ಜಿಲ್ಲೆಯ ಉಚ್ಚಿಲ ಸರಸ್ವತಿ ಮಂದಿರ ಶಾಲೆಗಳಿಗೆ ಭಾಗಿರಥಿ ಕೃಷ್ಣಮೂರ್ತಿ ಮತ್ತು ಮಕ್ಕಳು ಸುಮಾರು 70,000 ಮೌಲ್ಯದ 10 ಬೋರ್ಡ್‌ಗಳನ್ನು ಕೊಡುಗೆಯಾಗಿ ನೀಡಿದರು. ಪ್ರಾಥಮಿಕ ಶಾಲಾ ಸಂಚಾಲಕ ಮೋಹನದಾಸ್ ಶೆಟ್ಟಿ, ರಮೇಶ್ ಮಯ್ಯ, ಸರಸ್ವತಿ ಎಜುಕೇಶನ್ ಟ್ರಸ್ಟ್‌ನ ಸದಸ್ಯರಾದ ಶ್ರೀಧರ್ ಉಚ್ಚಿಲ, ಪ್ರೌಢಶಾಲಾ ಮುಖ್ಯ ಶಿಕ್ಷಕರಾದ ಬಾಲಕೃಷ್ಣ ಬಾಯಾರು ಅಡ್ಯಾರ್, ಗೀತಾ ವೈ, ಹಳೆ ವಿದ್ಯಾರ್ಥಿ ಸಂಘದ ಕಾರ್ಯದರ್ಶಿ ಸತೀಶ್ ಕುಲಾಲ್ ಹಾಗೂ ಸದಸ್ಯರಾದ ಚಂದ್ರಶೇಖರ್ ಶೆಟ್ಟಿ ಕಾಂತಿ, ಪ್ರಾಥಮಿಕ ಶಾಲಾ ಹಿರಿಯ ಶಿಕ್ಷಕಿ ಲಕ್ಷ್ಮಿ ಉಪಸ್ಥಿತರಿದ್ದರು.: [338, 448, 929, 513]
magenta-dot: [154, 2352, 164, 2362]
cyan-dot: [140, 2352, 151, 2362]
benefit-item: » ಸಂಧಾನಕಾರರು ಸೂಚಿಸುವ ಪರಿಹಾರ ಒಪ್ಪಿಗೆಯಾದಲ್ಲಿ ಮಾತ್ರ ರಾಜೀ ಮಾಡಿಕೊಳ್ಳಬಹುದು: [1290, 818, 1509, 852]
benefit-item: » ರಾಜೀ ಸಂಧಾನದ ಮೂಲಕ ಪ್ರಕರಣಗಳನ್ನು ಇತ್ಯರ್ಥಪಡಿಸಿಕೊಂಡಲ್ಲಿ ನ್ಯಾಯಾಲಯಕ್ಕೆ ಪಾವತಿಸಲಾದ ನ್ಯಾಯಾಲಯ ಶುಲ್ಕವನ್ನು ಪೂರ್ಣವಾಗಿ ಮರುಪಾವತಿಸಲಾಗುವುದು: [1290, 743, 1509, 811]
masthead-city: ಮಂಗಳೂರು: [91, 124, 152, 143]
school-kit-headline-1: ಪುತ್ತೂರು: 4,600 ವಿದ್ಯಾರ್ಥಿಗಳಿಗೆ: [336, 1256, 712, 1291]
quote-title: ಭವಿಷ್ಯದ ನಿರ್ಮಾಣ: [510, 1531, 606, 1549]
kirusuddi-headline: ಕೋಟೇಶ್ವರದ ಗುರುಕುಲ ಶಾಲೆಯಲ್ಲಿ ಪಠ್ಯೇತರ ಚಟುವಟಿಕೆಗಳ ಉದ್ಘಾಟನೆ: [53, 1106, 283, 1157]
masthead-blue-wash: [323, 54, 1167, 92]
magenta-dot: [1367, 2352, 1378, 2362]
chaturmasya-highlights: [1081, 1582, 1287, 1664]
